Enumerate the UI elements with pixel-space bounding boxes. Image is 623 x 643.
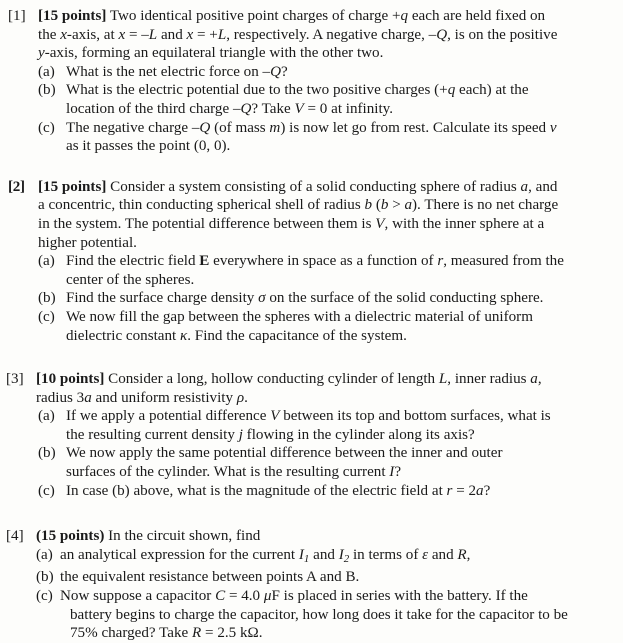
problem-3-parts [8, 407, 613, 500]
problem-2-parts [8, 252, 613, 345]
problem-2-stem-line-2: a concentric, thin conducting spherical shell of radius b (b > a). There is no net charge [38, 197, 559, 214]
problem-2-stem-line-4: higher potential. [38, 234, 137, 251]
problem-4-points: (15 points) [36, 528, 105, 545]
problem-3-part-b-label: (b) [38, 445, 56, 462]
problem-3-part-a-label: (a) [38, 408, 55, 425]
problem-1-part-a: (a) What is the net electric force on –Q? [38, 63, 288, 80]
problem-2-part-a: (a) Find the electric field E everywhere in space as a function of r, measured from the center of the spheres. [38, 253, 564, 288]
problem-4-part-b-label: (b) [36, 569, 54, 586]
problem-2-part-b: (b) Find the surface charge density σ on the surface of the solid conducting sphere. [38, 290, 544, 307]
problem-1-heading: [1] [15 points] Two identical positive point charges of charge +q each are held fixed on [8, 8, 546, 24]
problem-1-number: [1] [8, 8, 26, 24]
problem-2-stem-line-3: in the system. The potential difference between them is V, with the inner sphere at a [38, 215, 545, 232]
problem-4-part-c-label: (c) [36, 588, 53, 605]
problem-1-points: [15 points] [38, 8, 107, 24]
problem-4-part-a: (a) an analytical expression for the current $I_1$ and $I_2$ in terms of ε and R, [36, 546, 471, 565]
problem-2-heading: [2] [15 points] Consider a system consisting of a solid conducting sphere of radius a, and [8, 178, 558, 195]
problem-2-number: [2] [8, 178, 25, 195]
problem-2-part-a-label: (a) [38, 253, 55, 270]
problem-2 [0, 156, 623, 345]
problem-4-part-b: (b) the equivalent resistance between points A and B. [36, 569, 360, 586]
problem-1-stem-line-3: y-axis, forming an equilateral triangle with the other two. [38, 45, 384, 62]
problem-2-part-c-label: (c) [38, 308, 55, 325]
problem-1-part-b: (b) What is the electric potential due to the two positive charges (+q each) at the location of the third charge –Q? Take V = 0 at infinity. [38, 82, 529, 117]
problem-3-heading: [3] [10 points] Consider a long, hollow conducting cylinder of length L, inner radius a, [6, 371, 542, 388]
problem-1-parts [8, 63, 613, 156]
problem-2-points: [15 points] [38, 178, 107, 195]
problem-3-number: [3] [6, 371, 24, 388]
problem-3 [0, 345, 623, 500]
problem-2-part-b-label: (b) [38, 290, 56, 307]
problem-3-stem-line-2: radius 3a and uniform resistivity ρ. [36, 389, 248, 406]
problem-4 [0, 500, 623, 643]
problem-1-part-c-label: (c) [38, 119, 55, 136]
problem-4-parts [8, 546, 613, 643]
problem-3-part-c-label: (c) [38, 482, 55, 499]
problem-1-part-b-label: (b) [38, 82, 56, 99]
problem-3-part-b: (b) We now apply the same potential difference between the inner and outer surfaces of the cylinder. What is the resulting current I? [38, 445, 503, 481]
problem-4-part-a-label: (a) [36, 546, 53, 563]
problem-1-part-c: (c) The negative charge –Q (of mass m) is now let go from rest. Calculate its speed v as it passes the point (0, 0). [38, 119, 557, 155]
problem-4-number: [4] [6, 528, 24, 545]
problem-3-part-c: (c) In case (b) above, what is the magnitude of the electric field at r = 2a? [38, 482, 491, 499]
problem-3-part-a: (a) If we apply a potential difference V between its top and bottom surfaces, what is the resulting current density j flowing in the cylinder along its axis? [38, 408, 551, 443]
problem-1 [0, 0, 623, 156]
problem-4-part-c: (c) Now suppose a capacitor C = 4.0 μF is placed in series with the battery. If the battery begins to charge the capacitor, how long does it take for the capacitor to be 75% charged? Take R = 2.5 kΩ. [36, 588, 568, 642]
problem-1-part-a-label: (a) [38, 63, 55, 80]
problem-4-heading: [4] (15 points) In the circuit shown, find [6, 528, 261, 545]
problem-2-part-c: (c) We now fill the gap between the spheres with a dielectric material of uniform dielectric constant κ. Find the capacitance of the system. [38, 308, 533, 344]
problem-3-points: [10 points] [36, 371, 105, 388]
problem-1-stem-line-2: the x-axis, at x = –L and x = +L, respectively. A negative charge, –Q, is on the positive [38, 26, 558, 43]
